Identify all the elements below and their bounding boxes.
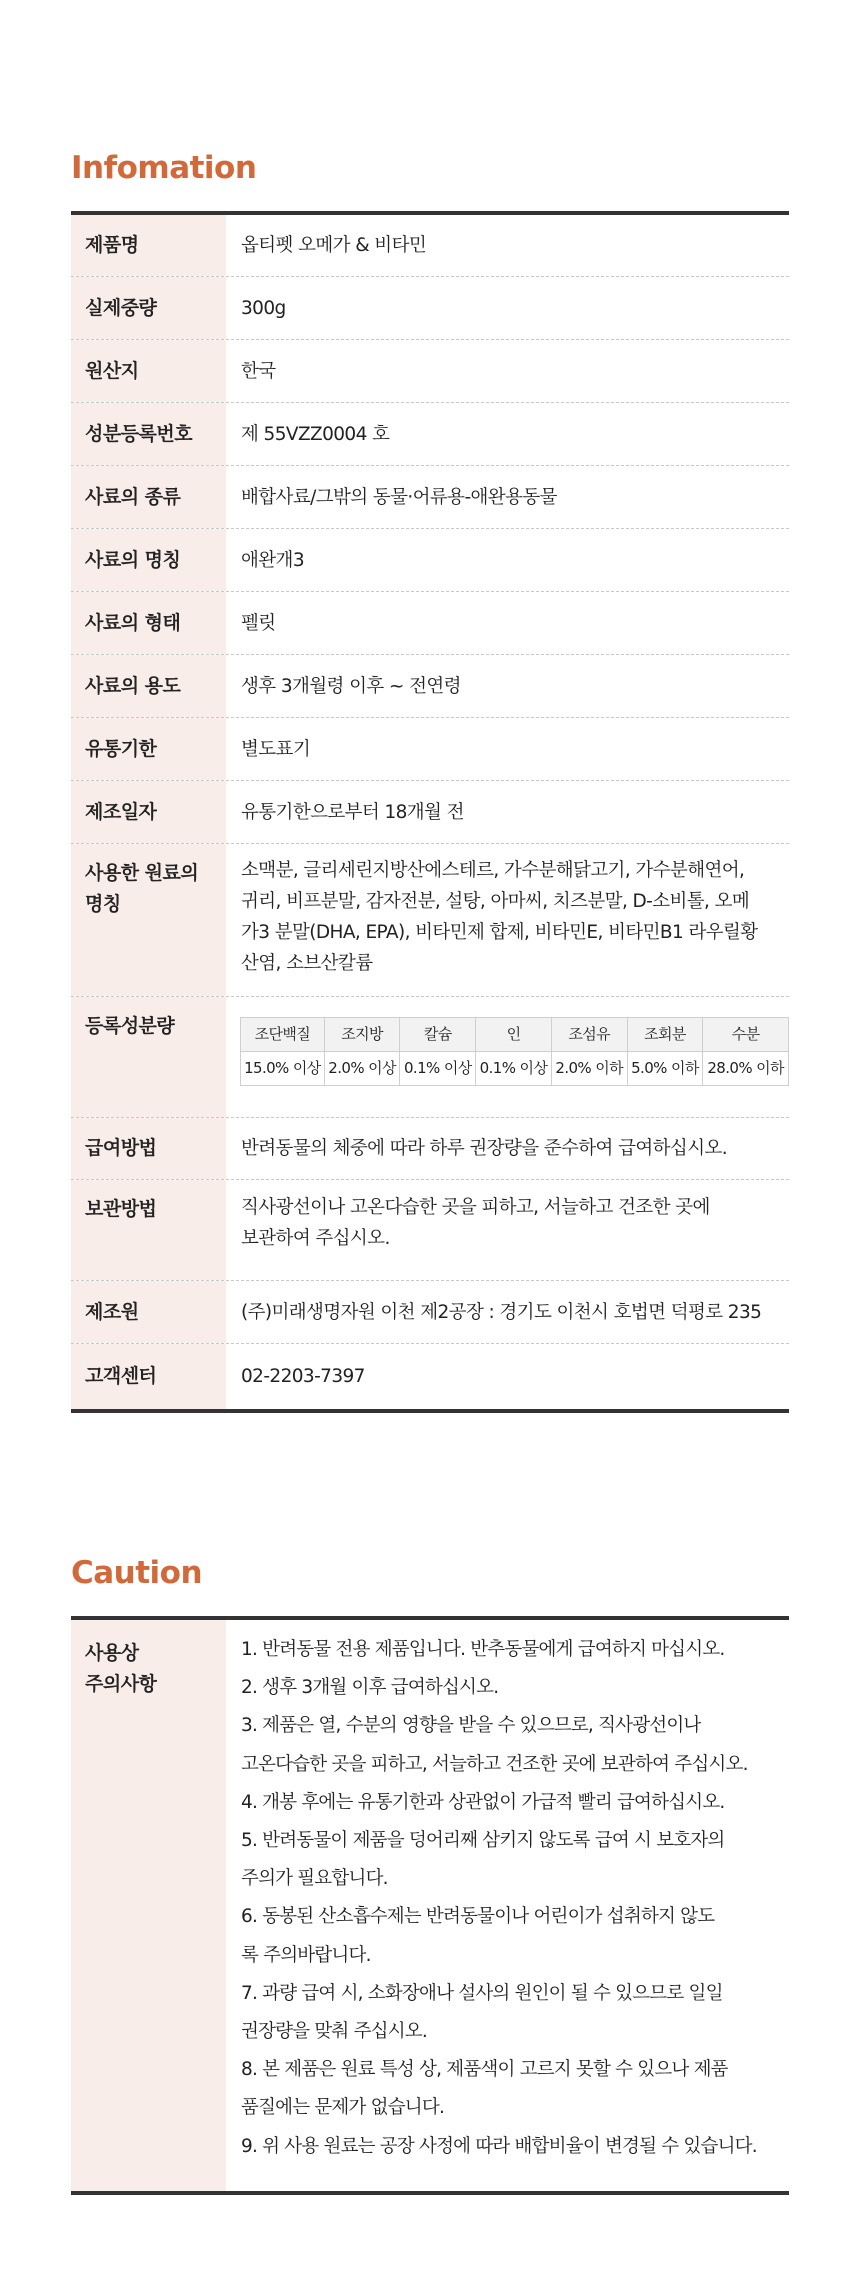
ingredients-line: 가3 분말(DHA, EPA), 비타민제 합제, 비타민E, 비타민B1 라우릴황: [241, 922, 758, 943]
row-value: 애완개3: [241, 549, 304, 571]
analysis-header: 조단백질: [241, 1018, 325, 1052]
row-value: 300g: [241, 297, 286, 319]
analysis-header: 인: [476, 1018, 552, 1052]
caution-label-line: 사용상: [85, 1642, 139, 1664]
analysis-header: 조지방: [324, 1018, 400, 1052]
ingredients-label-line: 명칭: [85, 893, 121, 915]
table-row: [71, 403, 789, 466]
row-label: 사료의 용도: [71, 655, 226, 717]
analysis-cell: 5.0% 이하: [627, 1052, 703, 1086]
manufacturer-value: (주)미래생명자원 이천 제2공장 : 경기도 이천시 호법면 덕평로 235: [241, 1301, 762, 1323]
caution-line: 2. 생후 3개월 이후 급여하십시오.: [241, 1677, 499, 1699]
caution-line: 고온다습한 곳을 피하고, 서늘하고 건조한 곳에 보관하여 주십시오.: [241, 1753, 748, 1775]
table-row: [71, 466, 789, 529]
caution-line: 6. 동봉된 산소흡수제는 반려동물이나 어린이가 섭취하지 않도: [241, 1906, 715, 1928]
feeding-value: 반려동물의 체중에 따라 하루 권장량을 준수하여 급여하십시오.: [241, 1138, 728, 1159]
caution-line: 4. 개봉 후에는 유통기한과 상관없이 가급적 빨리 급여하십시오.: [241, 1791, 725, 1813]
row-value: 펠릿: [241, 612, 276, 634]
analysis-cell: 0.1% 이상: [400, 1052, 476, 1086]
row-label: 사료의 형태: [71, 592, 226, 654]
analysis-header: 조회분: [627, 1018, 703, 1052]
analysis-cell: 15.0% 이상: [241, 1052, 325, 1086]
customer-center-value: 02-2203-7397: [241, 1366, 365, 1387]
manufacturer-row: [71, 1281, 789, 1344]
caution-line: 주의가 필요합니다.: [241, 1868, 388, 1890]
row-value: 제 55VZZ0004 호: [241, 423, 390, 445]
customer-center-label: 고객센터: [71, 1344, 226, 1409]
caution-line: 5. 반려동물이 제품을 덩어리째 삼키지 않도록 급여 시 보호자의: [241, 1830, 725, 1852]
ingredients-line: 소맥분, 글리세린지방산에스테르, 가수분해닭고기, 가수분해연어,: [241, 860, 745, 881]
analysis-cell: 28.0% 이하: [703, 1052, 789, 1086]
table-row: [71, 215, 789, 277]
row-label: 제품명: [71, 215, 226, 276]
row-label: 사료의 종류: [71, 466, 226, 528]
row-label: 성분등록번호: [71, 403, 226, 465]
row-value: 유통기한으로부터 18개월 전: [241, 801, 464, 823]
caution-list: [226, 1620, 789, 2191]
row-label: 제조일자: [71, 781, 226, 843]
row-value: 배합사료/그밖의 동물·어류용-애완용동물: [241, 486, 557, 508]
row-value: 옵티펫 오메가 & 비타민: [241, 235, 427, 256]
table-row: [71, 340, 789, 403]
row-value: 한국: [241, 360, 276, 382]
caution-line: 7. 과량 급여 시, 소화장애나 설사의 원인이 될 수 있으므로 일일: [241, 1982, 723, 2004]
analysis-cell: 0.1% 이상: [476, 1052, 552, 1086]
feeding-label: 급여방법: [71, 1118, 226, 1179]
analysis-value-row: [241, 1052, 789, 1086]
analysis-label: 등록성분량: [71, 997, 226, 1117]
table-row: [71, 781, 789, 844]
analysis-row: [71, 997, 789, 1118]
storage-label: 보관방법: [71, 1180, 226, 1280]
guaranteed-analysis-table: [240, 1017, 789, 1086]
row-value: 생후 3개월령 이후 ~ 전연령: [241, 675, 461, 697]
caution-line: 3. 제품은 열, 수분의 영향을 받을 수 있으므로, 직사광선이나: [241, 1715, 701, 1737]
table-row: [71, 655, 789, 718]
caution-label: [71, 1620, 226, 2191]
analysis-cell: 2.0% 이상: [324, 1052, 400, 1086]
row-value: 별도표기: [241, 738, 311, 760]
caution-line: 권장량을 맞춰 주십시오.: [241, 2021, 427, 2043]
caution-line: 1. 반려동물 전용 제품입니다. 반추동물에게 급여하지 마십시오.: [241, 1639, 725, 1660]
analysis-cell: 2.0% 이하: [551, 1052, 627, 1086]
table-row: [71, 529, 789, 592]
table-row: [71, 592, 789, 655]
information-section-title: Infomation: [71, 150, 257, 186]
caution-label-line: 주의사항: [85, 1673, 157, 1695]
feeding-row: [71, 1118, 789, 1180]
ingredients-label: [71, 844, 226, 996]
analysis-header: 수분: [703, 1018, 789, 1052]
ingredients-value: [226, 844, 789, 996]
manufacturer-label: 제조원: [71, 1281, 226, 1343]
caution-table: [71, 1616, 789, 2195]
ingredients-label-line: 사용한 원료의: [85, 862, 199, 884]
analysis-header: 조섬유: [551, 1018, 627, 1052]
row-label: 실제중량: [71, 277, 226, 339]
row-label: 유통기한: [71, 718, 226, 780]
analysis-value: [226, 997, 789, 1117]
caution-section-title: Caution: [71, 1555, 203, 1591]
customer-center-row: [71, 1344, 789, 1409]
analysis-header: 칼슘: [400, 1018, 476, 1052]
storage-row: [71, 1180, 789, 1281]
storage-line: 보관하여 주십시오.: [241, 1228, 390, 1249]
caution-line: 록 주의바랍니다.: [241, 1944, 371, 1966]
row-label: 원산지: [71, 340, 226, 402]
storage-line: 직사광선이나 고온다습한 곳을 피하고, 서늘하고 건조한 곳에: [241, 1197, 710, 1218]
caution-line: 품질에는 문제가 없습니다.: [241, 2097, 445, 2119]
caution-row: [71, 1620, 789, 2191]
ingredients-row: [71, 844, 789, 997]
ingredients-line: 귀리, 비프분말, 감자전분, 설탕, 아마씨, 치즈분말, D-소비톨, 오메: [241, 891, 750, 912]
table-row: [71, 718, 789, 781]
table-row: [71, 277, 789, 340]
storage-value: [226, 1180, 789, 1280]
row-label: 사료의 명칭: [71, 529, 226, 591]
caution-line: 8. 본 제품은 원료 특성 상, 제품색이 고르지 못할 수 있으나 제품: [241, 2059, 728, 2081]
analysis-header-row: [241, 1018, 789, 1052]
information-table: [71, 211, 789, 1413]
caution-line: 9. 위 사용 원료는 공장 사정에 따라 배합비율이 변경될 수 있습니다.: [241, 2135, 757, 2157]
ingredients-line: 산염, 소브산칼륨: [241, 953, 373, 974]
